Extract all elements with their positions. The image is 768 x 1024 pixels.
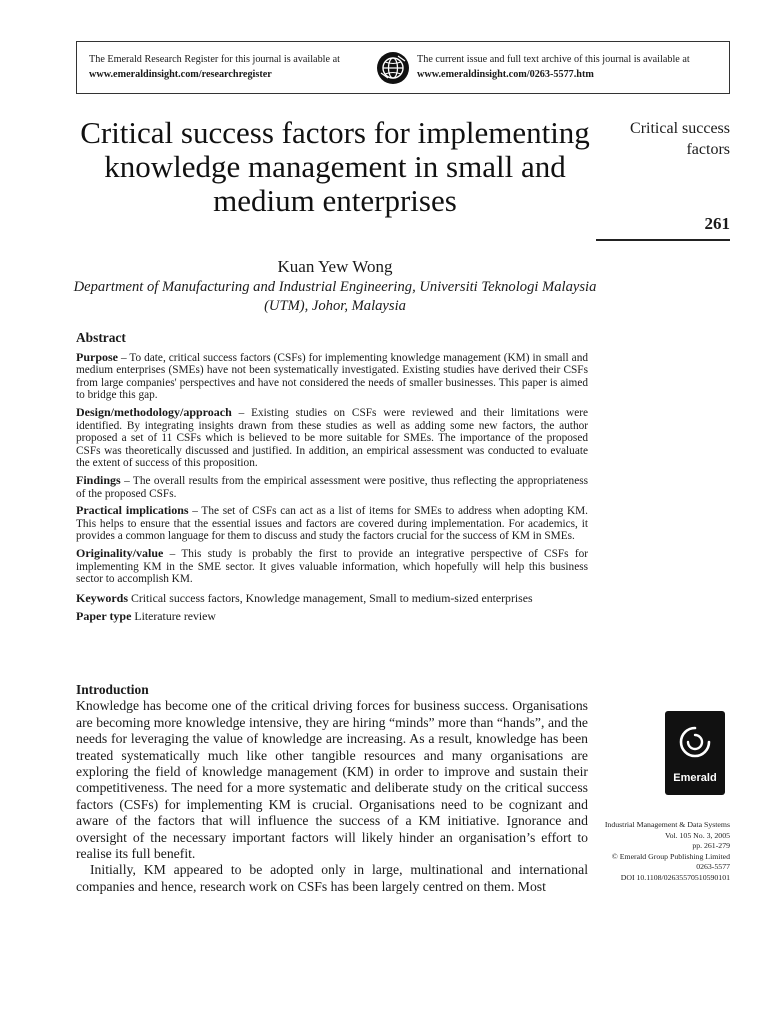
abstract-findings-text: – The overall results from the empirical assessment were positive, thus reflecting the appropriateness of the proposed CSFs. bbox=[76, 474, 588, 500]
journal-issn: 0263-5577 bbox=[696, 862, 730, 872]
introduction-paragraph-2: Initially, KM appeared to be adopted only in large, multinational and international companies and hence, research work on CSFs has been largely centred on them. Most bbox=[76, 862, 588, 894]
abstract-originality-label: Originality/value bbox=[76, 545, 164, 560]
abstract-practical bbox=[76, 504, 588, 543]
running-title: Critical success factors bbox=[630, 120, 730, 158]
introduction-heading: Introduction bbox=[76, 682, 149, 697]
page-number: 261 bbox=[704, 214, 730, 233]
emerald-ring-icon bbox=[678, 725, 712, 759]
journal-availability-box bbox=[76, 41, 730, 94]
paper-type bbox=[76, 610, 588, 623]
abstract-practical-text: – The set of CSFs can act as a list of items for SMEs to address when adopting KM. This helps to ensure that the essential issues and factors are covered during implementation. For academics, it provides a common language for them to discuss and study the factors crucial for the success of KM in SMEs. bbox=[76, 505, 588, 543]
abstract-originality-text: – This study is probably the first to provide an integrative perspective of CSFs for implementing KM in the SME sector. It gives valuable information, which hopefully will help this business sector to accomplish KM. bbox=[76, 547, 588, 586]
keywords bbox=[76, 592, 588, 605]
abstract-heading: Abstract bbox=[76, 330, 126, 345]
abstract-design-text: – Existing studies on CSFs were reviewed and their limitations were identified. By integrating insights drawn from these studies as well as adding some new factors, the author proposed a set of 11 CSFs which is believed to be more suitable for SMEs. The importance of the proposed CSFs was theoretically discussed and justified. In addition, an empirical assessment was conducted to evaluate the extent of success of this proposition. bbox=[76, 406, 588, 470]
journal-volume: Vol. 105 No. 3, 2005 bbox=[664, 830, 730, 840]
author-name: Kuan Yew Wong bbox=[277, 257, 393, 276]
abstract-purpose bbox=[76, 351, 588, 402]
author-affiliation: Department of Manufacturing and Industrial Engineering, Universiti Teknologi Malaysia (UTM), Johor, Malaysia bbox=[73, 279, 597, 314]
abstract bbox=[76, 332, 588, 627]
full-text-archive-text: The current issue and full text archive of this journal is available at bbox=[417, 54, 690, 65]
keywords-text: Critical success factors, Knowledge management, Small to medium-sized enterprises bbox=[128, 590, 533, 605]
article-title: Critical success factors for implementing knowledge management in small and medium enterprises bbox=[80, 115, 590, 218]
abstract-design bbox=[76, 406, 588, 470]
journal-name: Industrial Management & Data Systems bbox=[604, 820, 730, 829]
abstract-findings-label: Findings bbox=[76, 472, 121, 487]
research-register-notice bbox=[89, 52, 379, 82]
journal-publisher: © Emerald Group Publishing Limited bbox=[611, 851, 730, 861]
emerald-logo-word: Emerald bbox=[673, 772, 717, 784]
emerald-logo bbox=[665, 711, 725, 795]
full-text-archive-notice bbox=[417, 52, 727, 82]
abstract-findings bbox=[76, 474, 588, 500]
full-text-archive-link[interactable]: www.emeraldinsight.com/0263-5577.htm bbox=[417, 69, 594, 80]
abstract-purpose-text: – To date, critical success factors (CSFs) for implementing knowledge management (KM) in small and medium enterprises (SMEs) have not been systematically investigated. Existing studies have derived their CSFs from large companies' perspectives and have not considered the needs of smaller businesses. This paper is aimed to bridge this gap. bbox=[76, 351, 588, 402]
abstract-practical-label: Practical implications bbox=[76, 503, 189, 518]
journal-doi: DOI 10.1108/02635570510590101 bbox=[620, 872, 730, 882]
abstract-originality bbox=[76, 547, 588, 586]
keywords-label: Keywords bbox=[76, 590, 128, 605]
paper-type-text: Literature review bbox=[131, 609, 216, 624]
research-register-link[interactable]: www.emeraldinsight.com/researchregister bbox=[89, 69, 272, 80]
globe-icon bbox=[376, 51, 410, 85]
research-register-text: The Emerald Research Register for this journal is available at bbox=[89, 54, 340, 65]
introduction-section bbox=[76, 682, 588, 895]
introduction-paragraph-1: Knowledge has become one of the critical driving forces for business success. Organisations are becoming more knowledge intensive, they are hiring “minds” more than “hands”, and the needs for leveraging the value of knowledge are increasing. As a result, knowledge has been treated systematically much like other tangible resources and many organisations are exploring the field of knowledge management (KM) in order to improve and sustain their competitiveness. The need for a more systematic and deliberate study on the critical success factors (CSFs) for implementing KM is crucial. Organisations need to be cognizant and aware of the factors that will influence the success of a KM initiative. Ignorance and oversight of the necessary important factors will likely hinder an organisation’s effort to realise its full benefit. bbox=[76, 698, 588, 862]
paper-type-label: Paper type bbox=[76, 609, 132, 624]
abstract-design-label: Design/methodology/approach bbox=[76, 404, 232, 419]
journal-pages: pp. 261-279 bbox=[692, 841, 730, 851]
abstract-purpose-label: Purpose bbox=[76, 349, 118, 364]
page-number-rule bbox=[596, 239, 730, 241]
journal-citation bbox=[590, 820, 730, 884]
